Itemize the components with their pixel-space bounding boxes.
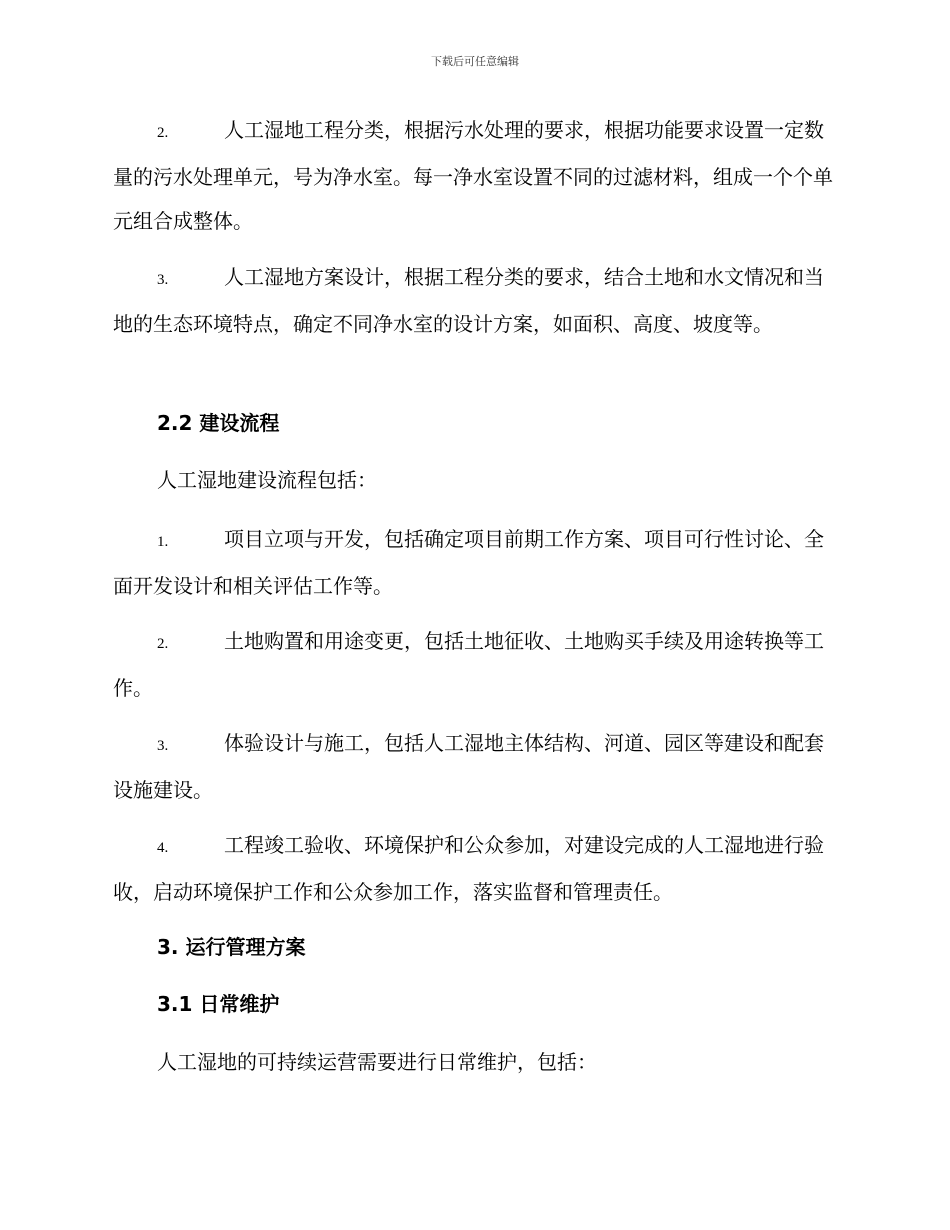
list-item-text: 人工湿地方案设计，根据工程分类的要求，结合土地和水文情况和当地的生态环境特点，确定不同净水室的设计方案，如面积、高度、坡度等。 [113, 265, 824, 336]
list-item-step-4 [113, 823, 835, 914]
list-item-text: 体验设计与施工，包括人工湿地主体结构、河道、园区等建设和配套设施建设。 [113, 731, 824, 802]
section-heading-3: 3. 运行管理方案 [157, 935, 306, 959]
list-item-number: 4. [157, 840, 169, 856]
list-item-design-classification [113, 108, 835, 243]
list-item-scheme-design [113, 255, 835, 346]
page-header: 下载后可任意编辑 [431, 55, 519, 68]
section-intro-2-2: 人工湿地建设流程包括： [157, 468, 377, 492]
list-item-number: 2. [157, 636, 169, 652]
section-intro-3-1: 人工湿地的可持续运营需要进行日常维护，包括： [157, 1050, 597, 1074]
section-heading-2-2: 2.2 建设流程 [157, 411, 280, 435]
list-item-text: 工程竣工验收、环境保护和公众参加，对建设完成的人工湿地进行验收，启动环境保护工作和公众参加工作，落实监督和管理责任。 [113, 833, 824, 904]
list-item-step-1 [113, 517, 835, 608]
list-item-text: 人工湿地工程分类，根据污水处理的要求，根据功能要求设置一定数量的污水处理单元，号为净水室。每一净水室设置不同的过滤材料，组成一个个单元组合成整体。 [113, 118, 833, 233]
list-item-number: 2. [157, 125, 169, 141]
section-heading-3-1: 3.1 日常维护 [157, 992, 280, 1016]
list-item-text: 项目立项与开发，包括确定项目前期工作方案、项目可行性讨论、全面开发设计和相关评估工作等。 [113, 527, 824, 598]
list-item-step-3 [113, 721, 835, 812]
list-item-step-2 [113, 619, 835, 710]
list-item-number: 3. [157, 272, 169, 288]
list-item-text: 土地购置和用途变更，包括土地征收、土地购买手续及用途转换等工作。 [113, 629, 824, 700]
list-item-number: 1. [157, 534, 169, 550]
list-item-number: 3. [157, 738, 169, 754]
